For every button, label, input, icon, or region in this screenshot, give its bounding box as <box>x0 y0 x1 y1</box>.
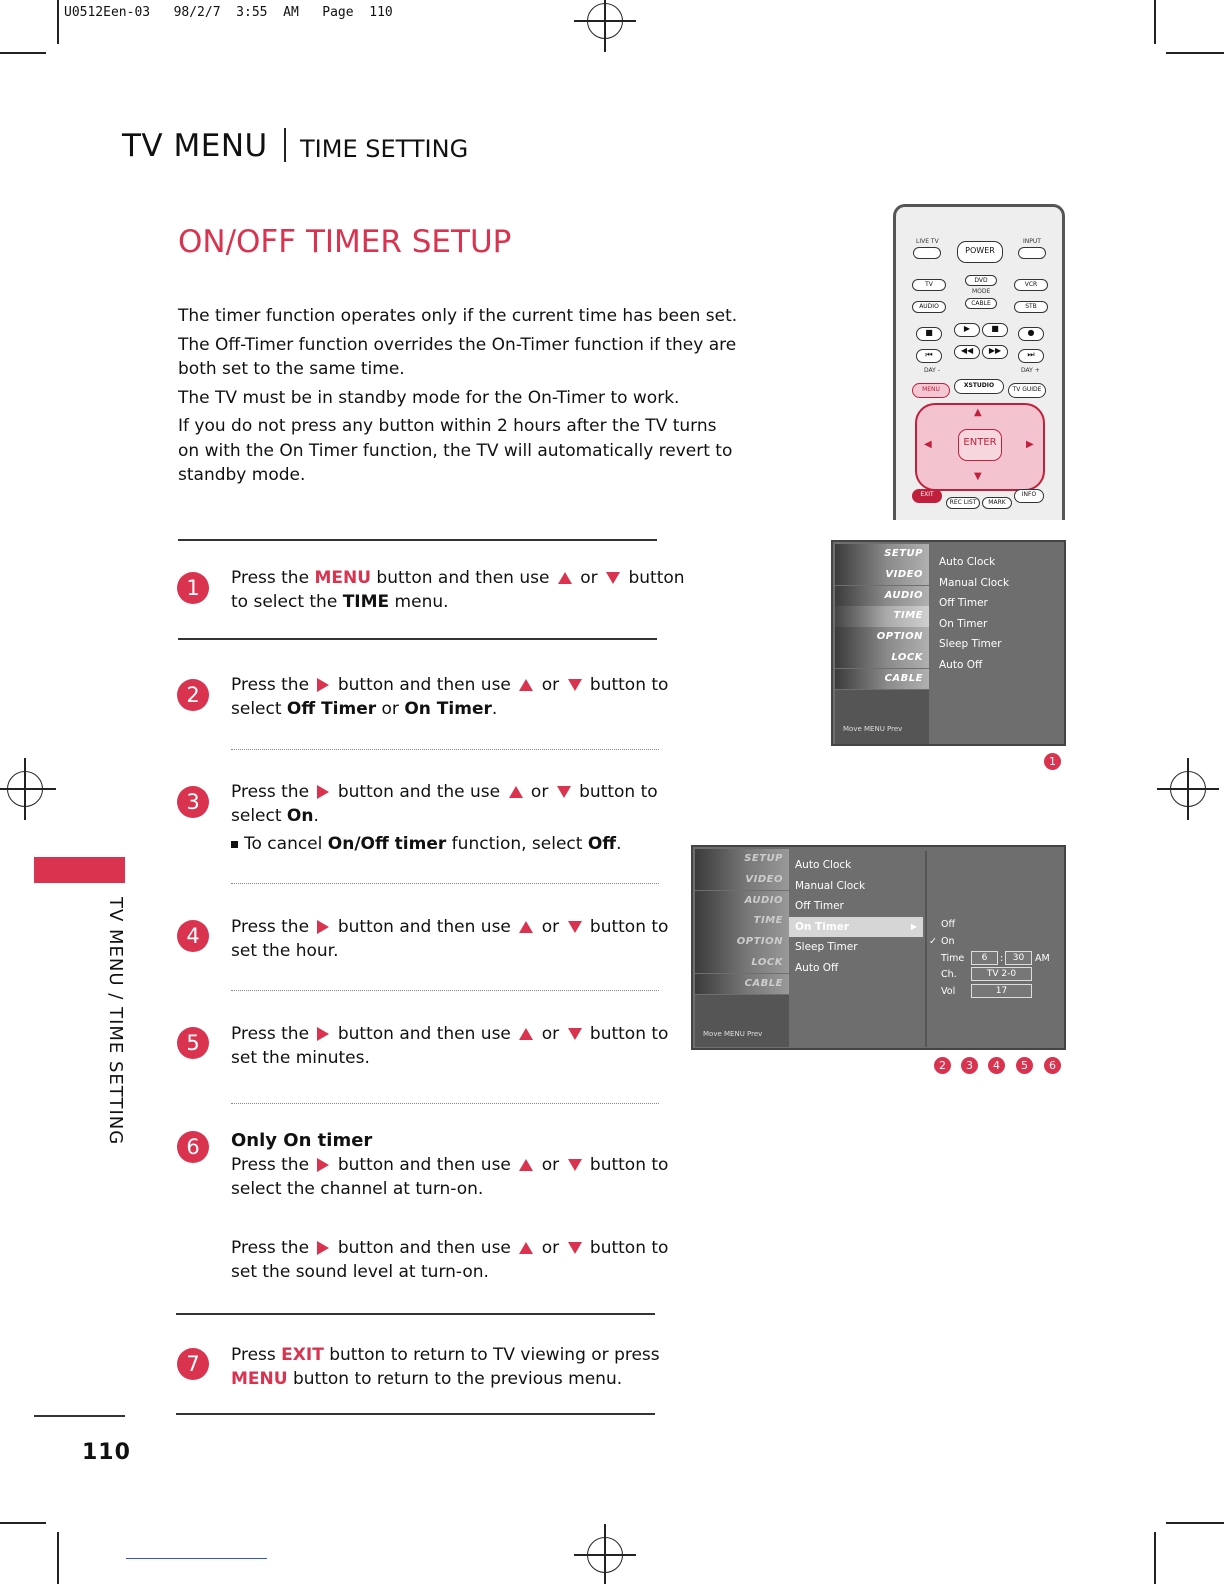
input-button <box>1018 247 1046 259</box>
submenu-off: Off <box>941 919 956 930</box>
menu-tab: VIDEO <box>695 870 789 891</box>
right-arrow-icon <box>317 785 329 799</box>
menu-button: MENU <box>912 383 950 398</box>
step-3-text: Press the button and the use or button to select On. To cancel On/Off timer function, select Off. <box>231 782 658 854</box>
up-arrow-icon <box>519 921 533 933</box>
menu-item-selected: On Timer ▶ <box>789 917 923 938</box>
intro-text <box>178 304 738 492</box>
menu-item: Manual Clock <box>795 879 866 892</box>
screen-ref-badge: 2 <box>934 1057 951 1074</box>
intro-paragraph: The TV must be in standby mode for the On-Timer to work. <box>178 387 680 408</box>
side-tab-marker <box>34 857 125 883</box>
menu-tab: VIDEO <box>835 565 929 586</box>
minute-field: 30 <box>1005 951 1032 965</box>
page-title: ON/OFF TIMER SETUP <box>178 224 512 260</box>
screen-ref-badge: 4 <box>988 1057 1005 1074</box>
down-arrow-icon <box>568 921 582 933</box>
step-6-heading: Only On timer <box>231 1130 373 1151</box>
menu-item: Sleep Timer <box>939 638 1002 650</box>
menu-tab: TIME <box>695 911 789 932</box>
live-tv-button <box>913 247 941 259</box>
step-4-text: Press the button and then use or button to set the hour. <box>231 917 669 961</box>
subsection-title: TIME SETTING <box>300 135 469 163</box>
channel-field: TV 2-0 <box>971 967 1032 981</box>
screen-ref-badge: 5 <box>1016 1057 1033 1074</box>
step-number: 1 <box>177 572 209 604</box>
remote-control-illustration: LIVE TV INPUT POWER DVD TV VCR MODE AUDIO CABLE STB ■ ▶ ■ ● ⏮ ◀◀ ▶▶ ⏭ DAY - DAY + MENU XSTUDIO TV GUIDE ▲ ▼ ◀ ▶ ENTER EXIT REC LIST MARK INFO <box>893 204 1065 520</box>
menu-tab: AUDIO <box>695 891 789 912</box>
menu-item: Sleep Timer <box>795 941 858 953</box>
down-arrow-icon <box>557 786 571 798</box>
step-number: 7 <box>177 1348 209 1380</box>
menu-tab: OPTION <box>695 932 789 953</box>
time-label: Time <box>941 953 965 964</box>
down-arrow-icon <box>606 572 620 584</box>
ampm-label: AM <box>1035 953 1050 964</box>
right-arrow-icon <box>317 1027 329 1041</box>
step-6-text: Only On timer Press the button and then use or button to select the channel at turn-on. <box>231 1130 669 1199</box>
menu-tab: CABLE <box>835 669 929 690</box>
menu-tab: LOCK <box>835 648 929 669</box>
menu-tab: AUDIO <box>835 586 929 607</box>
menu-tab: TIME <box>835 606 929 627</box>
up-arrow-icon <box>519 1028 533 1040</box>
screen-ref-badge: 1 <box>1044 753 1061 770</box>
menu-tab: LOCK <box>695 953 789 974</box>
menu-screen-1 <box>831 540 1066 746</box>
menu-tab: OPTION <box>835 627 929 648</box>
enter-button: ENTER <box>958 429 1002 461</box>
menu-screen-2: SETUP VIDEO AUDIO TIME OPTION LOCK CABLE Move MENU Prev Auto Clock Manual Clock Off Timer On Timer ▶ Sleep Timer Auto Off Off ✓ On Time 6 : 30 AM Ch. TV 2-0 Vol 17 <box>691 845 1066 1050</box>
menu-item: On Timer <box>939 617 988 630</box>
menu-item: Auto Off <box>939 658 983 671</box>
step-7-text: Press EXIT button to return to TV viewing or press MENU button to return to the previous menu. <box>231 1345 660 1389</box>
registration-mark-top <box>587 3 623 39</box>
step-1-text: Press the MENU button and then use or button to select the TIME menu. <box>231 568 685 612</box>
menu-tab: SETUP <box>695 849 789 870</box>
menu-item: Auto Clock <box>795 859 852 871</box>
up-arrow-icon <box>519 679 533 691</box>
step-2-text: Press the button and then use or button to select Off Timer or On Timer. <box>231 675 669 719</box>
down-arrow-icon <box>568 1242 582 1254</box>
step-number: 5 <box>177 1027 209 1059</box>
step-number: 2 <box>177 679 209 711</box>
registration-mark-bottom <box>587 1537 623 1573</box>
section-title: TV MENU <box>122 128 268 164</box>
hour-field: 6 <box>971 951 998 965</box>
volume-label: Vol <box>941 986 956 997</box>
menu-item: Auto Off <box>795 961 839 974</box>
menu-item: Off Timer <box>939 597 988 609</box>
right-arrow-icon <box>317 678 329 692</box>
down-arrow-icon <box>568 1028 582 1040</box>
intro-paragraph: The timer function operates only if the current time has been set. <box>178 306 738 326</box>
power-button: POWER <box>957 241 1003 263</box>
step-number: 3 <box>177 786 209 818</box>
up-arrow-icon <box>519 1159 533 1171</box>
right-arrow-icon <box>317 1158 329 1172</box>
volume-field: 17 <box>971 984 1032 998</box>
menu-item: Manual Clock <box>939 576 1010 589</box>
bullet-icon <box>231 841 238 848</box>
right-arrow-icon <box>317 920 329 934</box>
screen-ref-badge: 3 <box>961 1057 978 1074</box>
channel-label: Ch. <box>941 969 957 980</box>
registration-mark-right <box>1170 771 1206 807</box>
up-arrow-icon <box>509 786 523 798</box>
menu-tab: SETUP <box>835 544 929 565</box>
step-6-text-2: Press the button and then use or button to set the sound level at turn-on. <box>231 1238 669 1282</box>
menu-item: Auto Clock <box>939 556 996 568</box>
menu-footer: Move MENU Prev <box>843 725 903 733</box>
screen-ref-badge: 6 <box>1044 1057 1061 1074</box>
up-arrow-icon <box>519 1242 533 1254</box>
print-header: U0512Een-03 98/2/7 3:55 AM Page 110 <box>64 5 393 20</box>
side-tab-label: TV MENU / TIME SETTING <box>105 897 126 1146</box>
menu-footer: Move MENU Prev <box>703 1030 763 1038</box>
menu-tab: CABLE <box>695 974 789 995</box>
right-arrow-icon <box>317 1241 329 1255</box>
down-arrow-icon <box>568 1159 582 1171</box>
page-number: 110 <box>82 1440 131 1465</box>
step-5-text: Press the button and then use or button to set the minutes. <box>231 1024 669 1068</box>
intro-paragraph: If you do not press any button within 2 hours after the TV turns on with the On Timer function, the TV will automatically revert to standby mode. <box>178 416 733 485</box>
intro-paragraph: The Off-Timer function overrides the On-Timer function if they are both set to the same time. <box>178 334 737 379</box>
registration-mark-left <box>7 771 43 807</box>
step-number: 4 <box>177 920 209 952</box>
menu-item: Off Timer <box>795 900 844 912</box>
down-arrow-icon <box>568 679 582 691</box>
up-arrow-icon <box>558 572 572 584</box>
submenu-on: On <box>941 936 955 947</box>
step-number: 6 <box>177 1131 209 1163</box>
check-icon: ✓ <box>929 936 937 947</box>
